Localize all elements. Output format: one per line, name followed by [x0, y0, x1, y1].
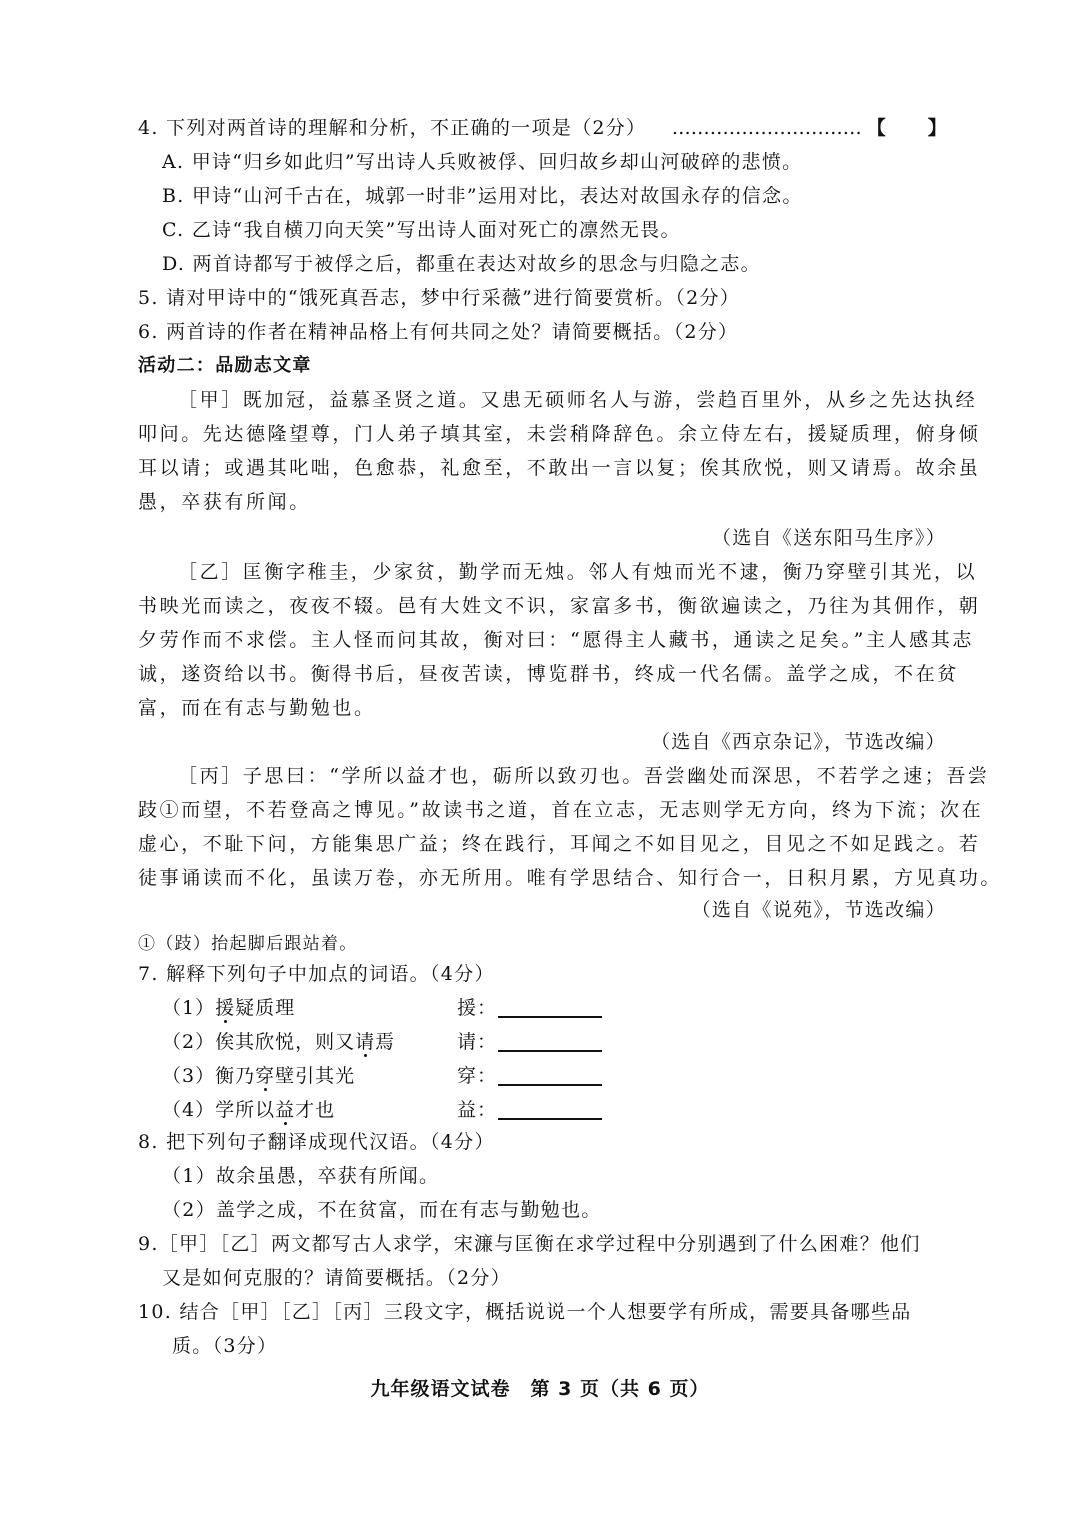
q7-answer-label: 请：	[457, 1031, 498, 1053]
q7-item-text: 衡乃	[215, 1065, 256, 1087]
text-bing-line: ［丙］子思曰：“学所以益才也，砺所以致刃也。吾尝幽处而深思，不若学之速；吾尝	[178, 765, 990, 787]
q7-answer-blank[interactable]	[498, 1084, 602, 1086]
q5-stem: 5. 请对甲诗中的“饿死真吾志，梦中行采薇”进行简要赏析。（2分）	[138, 287, 741, 309]
text-yi-line: 书映光而读之，夜夜不辍。邑有大姓文不识，家富多书，衡欲遍读之，乃往为其佣作，朝	[138, 595, 981, 617]
q9-line-2: 又是如何克服的？请简要概括。（2分）	[162, 1267, 511, 1289]
text-yi-line: ［乙］匡衡字稚圭，少家贫，勤学而无烛。邻人有烛而光不逮，衡乃穿壁引其光，以	[178, 561, 978, 583]
text-bing-line: 跂①而望，不若登高之博见。”故读书之道，首在立志，无志则学无方向，终为下流；次在	[138, 799, 984, 821]
q4-stem: 4. 下列对两首诗的理解和分析，不正确的一项是（2分）	[138, 117, 647, 139]
q4-dots: …………………………	[671, 117, 862, 139]
text-yi-line: 诚，遂资给以书。衡得书后，昼夜苦读，博览群书，终成一代名儒。盖学之成，不在贫	[138, 663, 959, 685]
text-jia-line: 叩问。先达德隆望尊，门人弟子填其室，未尝稍降辞色。余立侍左右，援疑质理，俯身倾	[138, 423, 981, 445]
text-yi-line: 富，而在有志与勤勉也。	[138, 697, 376, 719]
text-jia-line: 愚，卒获有所闻。	[138, 491, 311, 513]
q7-dotted-word: 益	[275, 1099, 296, 1121]
q4-option-b: B. 甲诗“山河千古在，城郭一时非”运用对比，表达对故国永存的信念。	[162, 185, 803, 207]
q7-stem: 7. 解释下列句子中加点的词语。（4分）	[138, 963, 495, 985]
q7-answer-blank[interactable]	[498, 1016, 602, 1018]
q7-dotted-word: 援	[215, 997, 236, 1019]
text-jia-line: ［甲］既加冠，益慕圣贤之道。又患无硕师名人与游，尝趋百里外，从乡之先达执经	[178, 389, 978, 411]
q7-item-3	[162, 1062, 498, 1090]
q9-line-1: 9.［甲］［乙］两文都写古人求学，宋濂与匡衡在求学过程中分别遇到了什么困难？他们	[138, 1233, 921, 1255]
q4-option-a: A. 甲诗“归乡如此归”写出诗人兵败被俘、回归故乡却山河破碎的悲愤。	[162, 151, 803, 173]
q7-item-text: 焉	[375, 1031, 396, 1053]
text-yi-line: 夕劳作而不求偿。主人怪而问其故，衡对曰：“愿得主人藏书，通读之足矣。”主人感其志	[138, 629, 974, 651]
q8-item-1: （1）故余虽愚，卒获有所闻。	[162, 1165, 440, 1187]
q10-line-2: 质。（3分）	[172, 1335, 278, 1357]
footnote: ①（跂）抬起脚后跟站着。	[138, 934, 358, 954]
q7-item-number: （1）	[162, 997, 216, 1019]
q7-item-number: （2）	[162, 1031, 216, 1053]
text-yi-source: （选自《西京杂记》，节选改编）	[650, 731, 946, 753]
q7-answer-blank[interactable]	[498, 1050, 602, 1052]
q7-answer-label: 益：	[457, 1099, 498, 1121]
q4-option-c: C. 乙诗“我自横刀向天笑”写出诗人面对死亡的凛然无畏。	[162, 219, 681, 241]
q8-item-2: （2）盖学之成，不在贫富，而在有志与勤勉也。	[162, 1199, 602, 1221]
q10-line-1: 10. 结合［甲］［乙］［丙］三段文字，概括说说一个人想要学有所成，需要具备哪些品	[138, 1301, 912, 1323]
q7-item-number: （3）	[162, 1065, 216, 1087]
q7-item-text: 疑质理	[235, 997, 296, 1019]
q7-item-text: 壁引其光	[275, 1065, 356, 1087]
q6-stem: 6. 两首诗的作者在精神品格上有何共同之处？请简要概括。（2分）	[138, 321, 739, 343]
q7-item-text: 才也	[295, 1099, 336, 1121]
q7-answer-label: 穿：	[457, 1065, 498, 1087]
q4-answer-bracket: 【 】	[866, 117, 948, 139]
text-bing-source: （选自《说苑》，节选改编）	[691, 899, 946, 921]
q4-stem-line	[138, 114, 948, 142]
q7-item-text: 学所以	[215, 1099, 276, 1121]
text-jia-line: 耳以请；或遇其叱咄，色愈恭，礼愈至，不敢出一言以复；俟其欣悦，则又请焉。故余虽	[138, 457, 981, 479]
q4-option-d: D. 两首诗都写于被俘之后，都重在表达对故乡的思念与归隐之志。	[162, 253, 761, 275]
page-footer: 九年级语文试卷 第 3 页（共 6 页）	[370, 1378, 710, 1400]
q7-dotted-word: 穿	[255, 1065, 276, 1087]
q7-answer-blank[interactable]	[498, 1118, 602, 1120]
q7-item-1	[162, 994, 498, 1022]
q7-item-2	[162, 1028, 498, 1056]
text-bing-line: 虚心，不耻下问，方能集思广益；终在践行，耳闻之不如目见之，目见之不如足践之。若	[138, 833, 981, 855]
q7-item-4	[162, 1096, 498, 1124]
q7-answer-label: 援：	[457, 997, 498, 1019]
q7-item-number: （4）	[162, 1099, 216, 1121]
q8-stem: 8. 把下列句子翻译成现代汉语。（4分）	[138, 1131, 495, 1153]
text-jia-source: （选自《送东阳马生序》）	[711, 527, 946, 549]
q7-item-text: 俟其欣悦，则又	[215, 1031, 356, 1053]
q7-dotted-word: 请	[355, 1031, 376, 1053]
text-bing-line: 徒事诵读而不化，虽读万卷，亦无所用。唯有学思结合、知行合一，日积月累，方见真功。	[138, 867, 1003, 889]
activity-two-heading: 活动二：品励志文章	[138, 355, 312, 376]
